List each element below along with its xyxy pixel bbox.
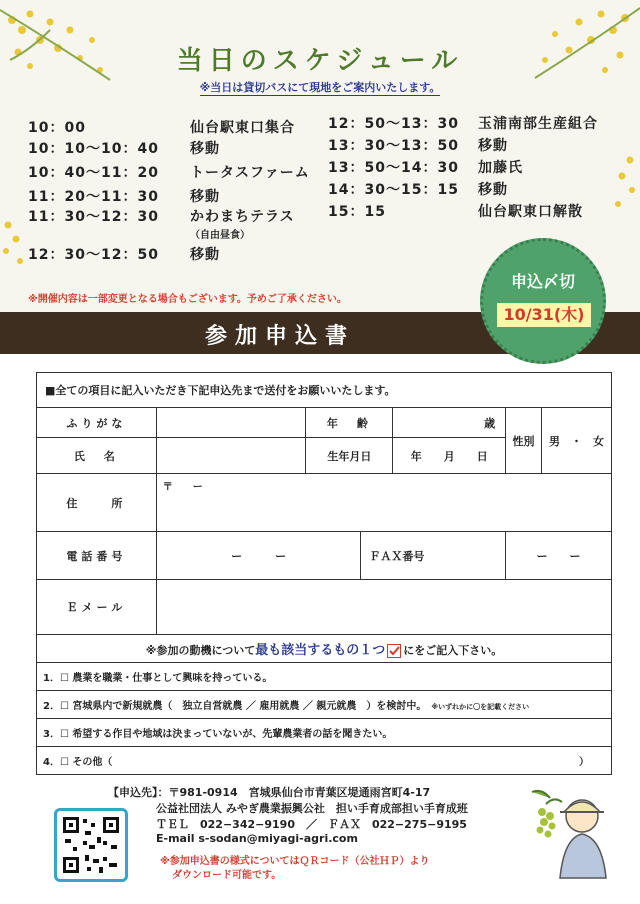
contact-org: 公益社団法人 みやぎ農業振興公社 担い手育成部担い手育成班 <box>156 802 468 815</box>
mimosa-decoration-mid-right-icon <box>600 150 640 230</box>
birthdate-input[interactable]: 年 月 日 <box>393 438 506 474</box>
contact-tel-fax: ＴＥＬ 022−342−9190 ／ ＦＡＸ 022−275−9195 <box>156 818 467 831</box>
option2-note: ※いずれかに〇を記載ください <box>431 703 530 711</box>
address-label: 住 所 <box>37 474 157 532</box>
schedule-time: 10：10〜10：40 <box>28 141 159 157</box>
schedule-activity: トータスファーム <box>190 165 310 181</box>
schedule-time: 10：00 <box>28 120 86 136</box>
schedule-time: 11：20〜11：30 <box>28 189 159 205</box>
motive-instruction: ※参加の動機について最も該当するもの１つ にをご記入下さい。 <box>37 635 612 663</box>
schedule-activity: 移動 <box>190 247 220 263</box>
page-title: 当日のスケジュール <box>176 46 464 76</box>
age-input[interactable] <box>393 408 506 438</box>
schedule-time: 15：15 <box>328 204 386 220</box>
motive-option-4[interactable]: 4．☐ その他（ ） <box>37 747 612 775</box>
contact-address: 【申込先】：〒981-0914 宮城県仙台市青葉区堤通雨宮町4-17 <box>108 786 431 799</box>
change-warning: ※開催内容は一部変更となる場合もございます。予めご了承ください。 <box>28 294 347 305</box>
furigana-label: ふりがな <box>37 408 157 438</box>
qr-note-line1: ※参加申込書の様式についてはＱＲコード（公社ＨＰ）より <box>160 856 430 867</box>
schedule-time: 13：50〜14：30 <box>328 160 459 176</box>
motive-option-1[interactable]: 1．☐ 農業を職業・仕事として興味を持っている。 <box>37 663 612 691</box>
phone-input[interactable]: ー ー <box>156 532 361 580</box>
birthdate-label: 生年月日 <box>306 438 393 474</box>
contact-email[interactable]: E-mail s-sodan@miyagi-agri.com <box>156 832 358 845</box>
checkbox-sample-icon <box>387 644 401 658</box>
name-input[interactable] <box>156 438 306 474</box>
schedule-time: 14：30〜15：15 <box>328 182 459 198</box>
schedule-activity: 移動 <box>478 182 508 198</box>
schedule-activity: 移動 <box>190 141 220 157</box>
schedule-activity: 加藤氏 <box>478 160 523 176</box>
schedule-activity: かわまちテラス <box>190 209 295 225</box>
schedule-activity: 玉浦南部生産組合 <box>478 116 598 132</box>
form-instruction: ■全ての項目に記入いただき下記申込先まで送付をお願いいたします。 <box>37 373 612 408</box>
schedule-activity: 移動 <box>478 138 508 154</box>
application-form <box>36 372 612 775</box>
form-title: 参加申込書 <box>204 324 355 349</box>
schedule-activity: 仙台駅東口解散 <box>478 204 583 220</box>
email-label: Ｅメール <box>37 580 157 635</box>
age-unit: 歳 <box>484 416 496 430</box>
schedule-time: 12：30〜12：50 <box>28 247 159 263</box>
schedule-activity: 移動 <box>190 189 220 205</box>
schedule-time: 12：50〜13：30 <box>328 116 459 132</box>
subtitle: ※当日は貸切バスにて現地をご案内いたします。 <box>199 81 441 94</box>
fax-input[interactable]: ー ー <box>506 532 612 580</box>
name-label: 氏 名 <box>37 438 157 474</box>
qr-note-line2: ダウンロード可能です。 <box>172 870 282 881</box>
deadline-date: 10/31(木) <box>497 303 591 327</box>
lunch-note: （自由昼食） <box>190 230 250 241</box>
schedule-time: 13：30〜13：50 <box>328 138 459 154</box>
fax-label: ＦＡＸ番号 <box>361 532 506 580</box>
address-input[interactable]: 〒 ー <box>156 474 611 532</box>
schedule-activity: 仙台駅東口集合 <box>190 120 295 136</box>
schedule-time: 10：40〜11：20 <box>28 165 159 181</box>
gender-options[interactable]: 男 ・ 女 <box>542 408 612 474</box>
schedule-time: 11：30〜12：30 <box>28 209 159 225</box>
deadline-badge <box>480 238 606 364</box>
furigana-input[interactable] <box>156 408 306 438</box>
phone-label: 電話番号 <box>37 532 157 580</box>
deadline-label: 申込〆切 <box>510 272 575 291</box>
age-label: 年 齢 <box>306 408 393 438</box>
motive-option-3[interactable]: 3．☐ 希望する作目や地域は決まっていないが、先輩農業者の話を聞きたい。 <box>37 719 612 747</box>
qr-code-icon[interactable] <box>54 808 128 882</box>
gender-label: 性別 <box>506 408 542 474</box>
motive-option-2[interactable]: 2．☐ 宮城県内で新規就農（ 独立自営就農 ／ 雇用就農 ／ 親元就農 ）を検討中。 ※いずれかに〇を記載ください <box>37 691 612 719</box>
farmer-illustration-icon <box>520 782 620 882</box>
email-input[interactable] <box>156 580 611 635</box>
